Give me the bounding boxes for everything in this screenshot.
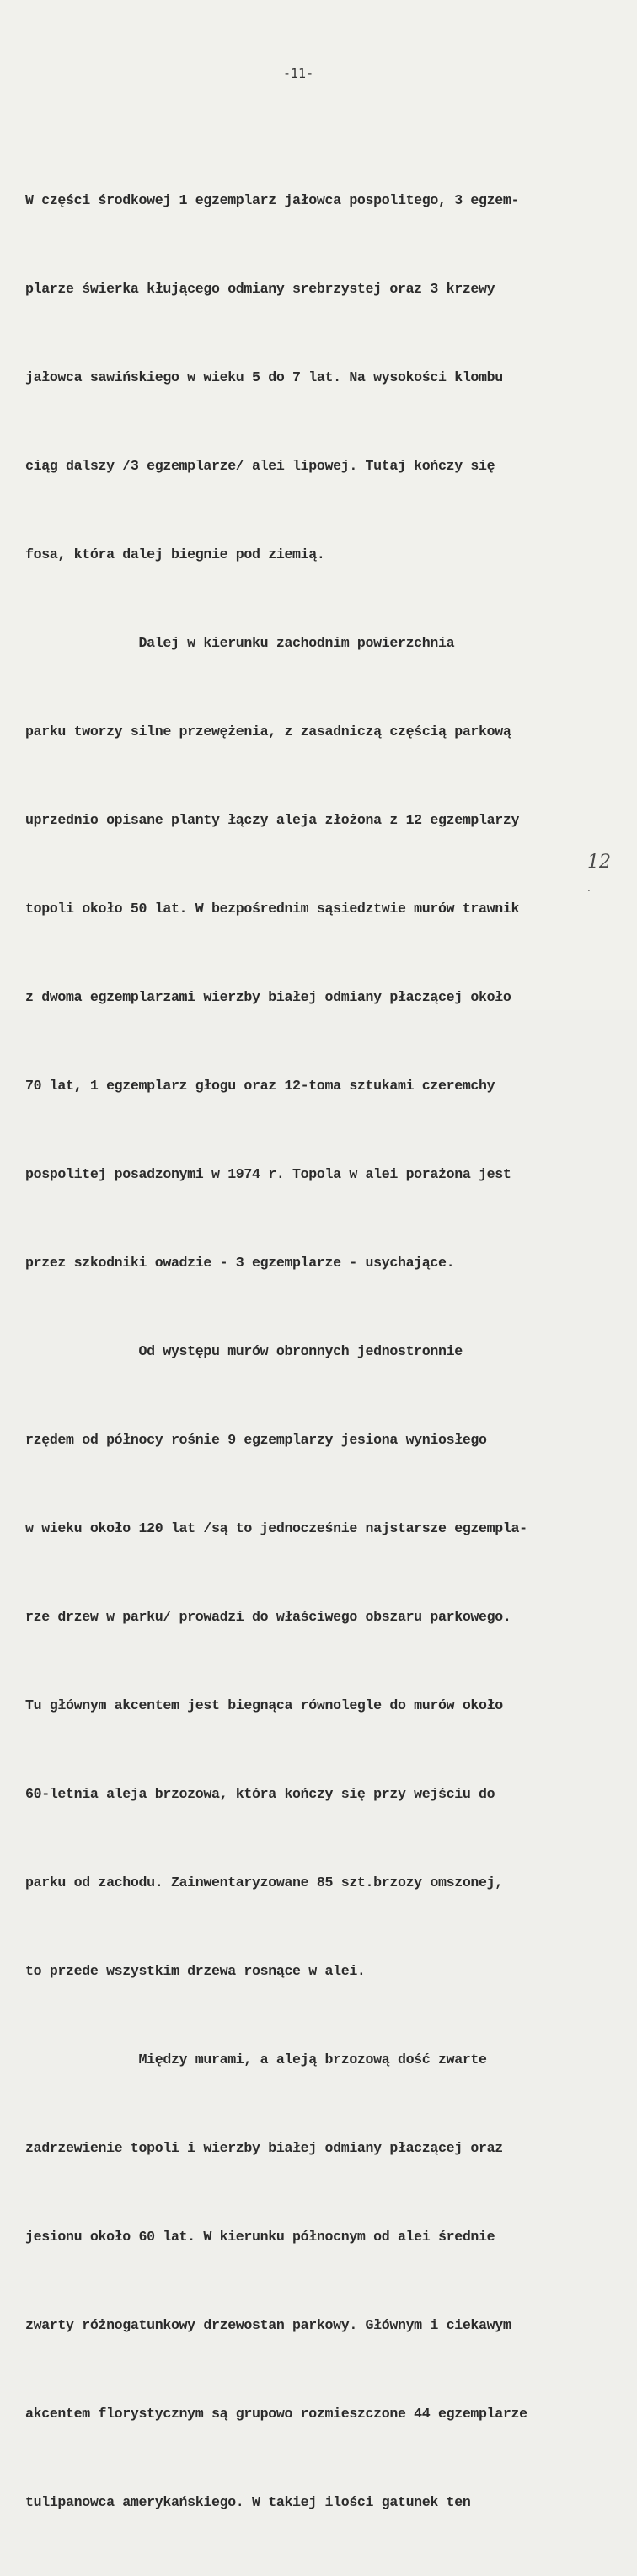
text-line: z dwoma egzemplarzami wierzby białej odmiany płaczącej około bbox=[25, 989, 511, 1005]
text-line: parku od zachodu. Zainwentaryzowane 85 szt.brzozy omszonej, bbox=[25, 1874, 503, 1890]
text-line: parku tworzy silne przewężenia, z zasadniczą częścią parkową bbox=[25, 723, 511, 739]
text-line: W części środkowej 1 egzemplarz jałowca pospolitego, 3 egzem- bbox=[25, 192, 520, 208]
text-line: Między murami, a aleją brzozową dość zwarte bbox=[25, 2052, 487, 2068]
text-line: to przede wszystkim drzewa rosnące w alei. bbox=[25, 1963, 366, 1979]
text-line: uprzednio opisane planty łączy aleja złożona z 12 egzemplarzy bbox=[25, 812, 520, 828]
text-line: akcentem florystycznym są grupowo rozmieszczone 44 egzemplarze bbox=[25, 2406, 527, 2422]
body-text bbox=[25, 126, 615, 2576]
text-line: w wieku około 120 lat /są to jednocześnie najstarsze egzempla- bbox=[25, 1520, 527, 1536]
text-line: Dalej w kierunku zachodnim powierzchnia bbox=[25, 635, 455, 651]
text-line: plarze świerka kłującego odmiany srebrzystej oraz 3 krzewy bbox=[25, 281, 495, 297]
text-line: Od występu murów obronnych jednostronnie bbox=[25, 1343, 463, 1359]
page-number: -11- bbox=[283, 66, 314, 81]
text-line: rzędem od północy rośnie 9 egzemplarzy jesiona wyniosłego bbox=[25, 1432, 487, 1448]
margin-mark: . bbox=[587, 882, 591, 894]
text-line: fosa, która dalej biegnie pod ziemią. bbox=[25, 546, 325, 562]
text-line: 70 lat, 1 egzemplarz głogu oraz 12-toma sztukami czeremchy bbox=[25, 1078, 495, 1094]
text-line: pospolitej posadzonymi w 1974 r. Topola w alei porażona jest bbox=[25, 1166, 511, 1182]
text-line: jesionu około 60 lat. W kierunku północnym od alei średnie bbox=[25, 2229, 495, 2245]
text-line: 60-letnia aleja brzozowa, która kończy się przy wejściu do bbox=[25, 1786, 495, 1802]
handwritten-margin-note: 12 bbox=[587, 852, 611, 873]
text-line: zwarty różnogatunkowy drzewostan parkowy. Głównym i ciekawym bbox=[25, 2317, 511, 2333]
text-line: rze drzew w parku/ prowadzi do właściwego obszaru parkowego. bbox=[25, 1609, 511, 1625]
text-line: Tu głównym akcentem jest biegnąca równolegle do murów około bbox=[25, 1697, 503, 1713]
text-line: topoli około 50 lat. W bezpośrednim sąsiedztwie murów trawnik bbox=[25, 901, 520, 917]
text-line: tulipanowca amerykańskiego. W takiej ilości gatunek ten bbox=[25, 2494, 471, 2510]
text-line: przez szkodniki owadzie - 3 egzemplarze - usychające. bbox=[25, 1255, 455, 1271]
text-line: zadrzewienie topoli i wierzby białej odmiany płaczącej oraz bbox=[25, 2140, 503, 2156]
text-line: ciąg dalszy /3 egzemplarze/ alei lipowej. Tutaj kończy się bbox=[25, 458, 495, 474]
text-line: jałowca sawińskiego w wieku 5 do 7 lat. Na wysokości klombu bbox=[25, 369, 503, 385]
